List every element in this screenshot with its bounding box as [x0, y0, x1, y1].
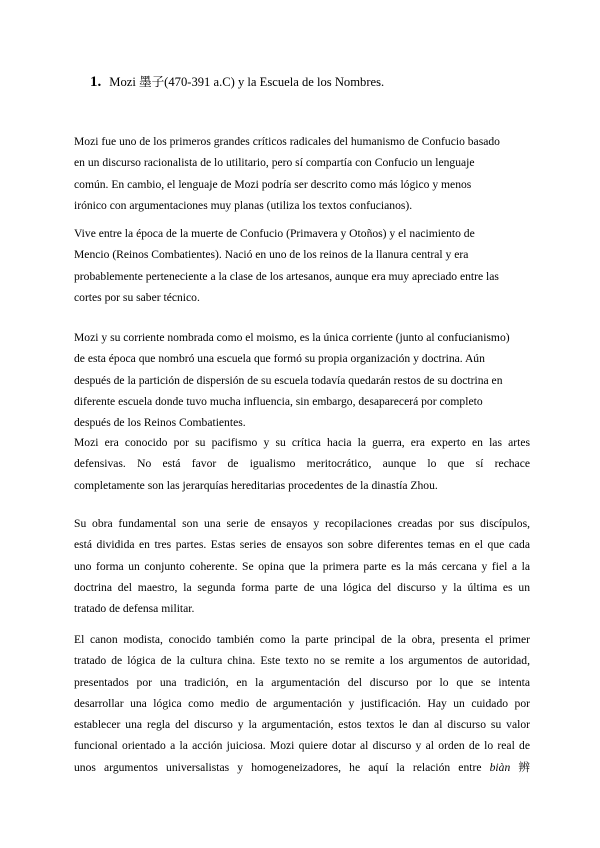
- text-line-final: [74, 757, 530, 778]
- text-line: después de la partición de dispersión de su escuela todavía quedarán restos de su doctrina en: [74, 373, 503, 387]
- text-line: Mozi era conocido por su pacifismo y su crítica hacia la guerra, era experto en las artes: [74, 436, 530, 449]
- paragraph-5: [74, 513, 530, 619]
- text-line: El canon modista, conocido también como la parte principal de la obra, presenta el primer: [74, 633, 530, 646]
- text-line: establecer una regla del discurso y la argumentación, estos textos le dan al discurso su valor: [74, 718, 530, 732]
- text-line: está dividida en tres partes. Estas series de ensayos son sobre diferentes temas en el que cada: [74, 538, 530, 552]
- text-line: uno forma un conjunto coherente. Se opina que la primera parte es la más cercana y fiel a la: [74, 559, 530, 573]
- text-line: desarrollar una lógica como medio de argumentación y justificación. Hay un cuidado por: [74, 696, 530, 710]
- text-line: común. En cambio, el lenguaje de Mozi podría ser descrito como más lógico y menos: [74, 177, 472, 191]
- paragraph-2: [74, 223, 530, 308]
- text-line: Su obra fundamental son una serie de ensayos y recopilaciones creadas por sus discípulos,: [74, 517, 530, 530]
- text-line: diferente escuela donde tuvo mucha influencia, sin embargo, desaparecerá por completo: [74, 394, 483, 408]
- text-line: doctrina del maestro, la segunda forma parte de una lógica del discurso y la última es un: [74, 580, 530, 594]
- paragraph-4: [74, 432, 530, 496]
- paragraph-1: [74, 131, 530, 216]
- text-line: Vive entre la época de la muerte de Confucio (Primavera y Otoños) y el nacimiento de: [74, 227, 475, 240]
- text-line: funcional orientado a la acción juiciosa. Mozi quiere dotar al discurso y al orden de lo real de: [74, 739, 530, 753]
- section-number: 1.: [90, 74, 102, 90]
- text-line: en un discurso racionalista de lo utilitario, pero sí compartía con Confucio un lenguaje: [74, 156, 475, 170]
- text-line: Mozi y su corriente nombrada como el moismo, es la única corriente (junto al confucianismo): [74, 331, 510, 344]
- text-line: tratado de lógica de la cultura china. Este texto no se remite a los argumentos de autoridad,: [74, 654, 530, 668]
- text-line: completamente son las jerarquías hereditarias procedentes de la dinastía Zhou.: [74, 478, 438, 492]
- section-title: Mozi 墨子(470-391 a.C) y la Escuela de los Nombres.: [109, 75, 385, 89]
- text-line: Mozi fue uno de los primeros grandes críticos radicales del humanismo de Confucio basado: [74, 135, 500, 148]
- text-line: de esta época que nombró una escuela que formó su propia organización y doctrina. Aún: [74, 352, 485, 366]
- text-line: presentados por una tradición, en la argumentación del discurso por lo que se intenta: [74, 675, 530, 689]
- text-line: defensivas. No está favor de igualismo meritocrático, aunque lo que sí rechace: [74, 457, 530, 471]
- text-line: Mencio (Reinos Combatientes). Nació en uno de los reinos de la llanura central y era: [74, 248, 469, 262]
- text-line: tratado de defensa militar.: [74, 602, 195, 616]
- paragraph-6: [74, 629, 530, 778]
- text-line: irónico con argumentaciones muy planas (utiliza los textos confucianos).: [74, 198, 413, 212]
- text-line: unos argumentos universalistas y homogeneizadores, he aquí la relación entre: [74, 760, 482, 774]
- text-line: después de los Reinos Combatientes.: [74, 416, 246, 430]
- text-line: probablemente perteneciente a la clase de los artesanos, aunque era muy apreciado entre las: [74, 269, 499, 283]
- paragraph-3: [74, 327, 530, 433]
- text-line: cortes por su saber técnico.: [74, 290, 200, 304]
- cjk-character: 辨: [518, 760, 530, 774]
- section-heading: [90, 73, 550, 91]
- term-bian: biàn: [489, 760, 511, 774]
